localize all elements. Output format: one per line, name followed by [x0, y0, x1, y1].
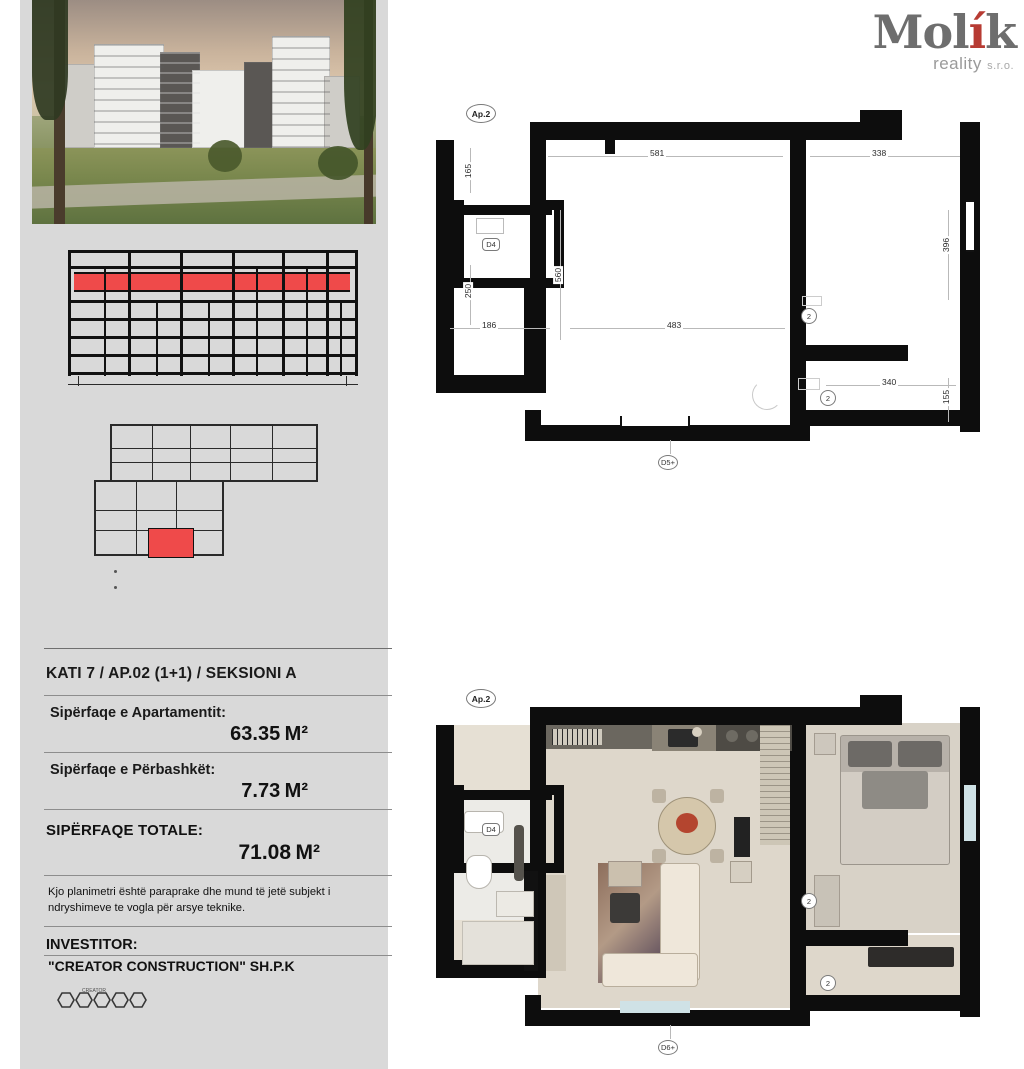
dim-338: 338	[872, 148, 887, 158]
investor-name: "CREATOR CONSTRUCTION" SH.P.K	[48, 958, 295, 975]
technical-floor-plan	[430, 100, 1000, 500]
area-label-apartment: Sipërfaqe e Apartamentit:	[50, 705, 226, 721]
dim-250: 250	[463, 283, 474, 299]
apartment-badge-technical: Ap.2	[466, 104, 496, 123]
dim-186: 186	[482, 320, 497, 330]
floor-key-plan	[90, 418, 345, 593]
brand-tagline: reality s.r.o.	[933, 54, 1014, 73]
area-label-total: SIPËRFAQE TOTALE:	[46, 822, 204, 839]
apartment-title: KATI 7 / AP.02 (1+1) / SEKSIONI A	[46, 665, 297, 682]
door-mark-2a: 2	[801, 308, 817, 324]
dim-396: 396	[941, 237, 952, 253]
dim-165: 165	[463, 163, 474, 179]
highlighted-apartment-unit	[148, 528, 194, 558]
area-label-common: Sipërfaqe e Përbashkët:	[50, 762, 216, 778]
dim-155: 155	[941, 389, 952, 405]
dim-581: 581	[650, 148, 665, 158]
building-rendering-photo	[32, 0, 376, 224]
furnished-floor-plan	[430, 685, 1000, 1065]
door-mark-d5: D5+	[658, 455, 678, 470]
building-section-elevation	[68, 240, 358, 390]
brand-name: Molík	[872, 5, 1016, 59]
dim-483: 483	[667, 320, 682, 330]
investor-label: INVESTITOR:	[46, 937, 138, 954]
brand-logo	[816, 6, 1016, 92]
door-mark-furn-2b: 2	[820, 975, 836, 991]
door-mark-d4: D4	[482, 238, 500, 251]
apartment-info-block	[44, 648, 392, 994]
door-mark-furn-d4: D4	[482, 823, 500, 836]
svg-text:CREATOR: CREATOR	[82, 988, 106, 994]
door-mark-furn-d6: D6+	[658, 1040, 678, 1055]
disclaimer-text: Kjo planimetri është paraprake dhe mund të jetë subjekt i ndryshimeve te vogla për arsye teknike.	[48, 886, 331, 915]
dim-560: 560	[553, 267, 564, 283]
area-value-total: 71.08 M²	[238, 841, 320, 864]
area-value-common: 7.73 M²	[241, 780, 308, 802]
highlighted-floor-band	[74, 272, 350, 292]
info-sidebar	[20, 0, 388, 1069]
creator-construction-logo-icon	[52, 986, 162, 1014]
door-mark-2b: 2	[820, 390, 836, 406]
apartment-badge-furnished: Ap.2	[466, 689, 496, 708]
area-value-apartment: 63.35 M²	[230, 723, 308, 745]
dim-340: 340	[882, 377, 897, 387]
door-mark-furn-2a: 2	[801, 893, 817, 909]
